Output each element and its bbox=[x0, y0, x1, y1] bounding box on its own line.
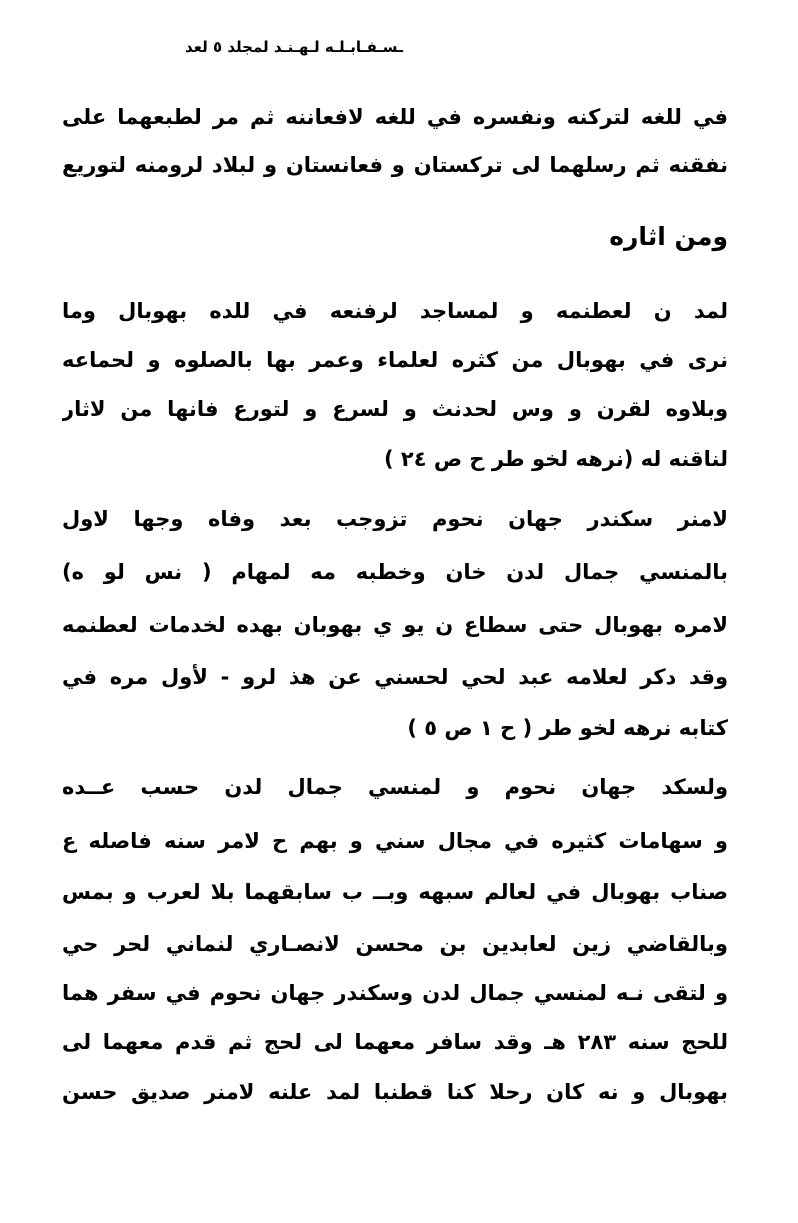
paragraph2-line-5: كتابه نرهه لخو طر ( ح ١ ص ٥ ) bbox=[407, 716, 728, 740]
paragraph3-line-6: للحج سنه ٢٨٣ هـ وقد سافر معهما لى لحج ثم قدم معهما لى bbox=[62, 1030, 728, 1054]
paragraph2-line-4: وقد دكر لعلامه عبد لحي لحسني عن هذ لرو - لأول مره في bbox=[62, 665, 728, 689]
section1-line-1: في للغه لتركنه ونفسره في للغه لافعاننه ثم مر لطبعهما على bbox=[62, 105, 728, 129]
paragraph3-line-4: وبالقاضي زين لعابدين بن محسن لانصـاري لنماني لحر حي bbox=[62, 932, 728, 956]
paragraph3-line-5: و لتقى نـه لمنسي جمال لدن وسكندر جهان نحوم في سفر هما bbox=[62, 981, 728, 1005]
paragraph1-line-2: نرى في بهوبال من كثره لعلماء وعمر بها بالصلوه و لحماعه bbox=[62, 348, 728, 372]
paragraph2-line-3: لامره بهوبال حتى سطاع ن يو ي بهوبان بهده لخدمات لعطنمه bbox=[62, 613, 728, 637]
section-heading: ومن اثاره bbox=[609, 222, 728, 251]
paragraph3-line-3: صناب بهوبال في لعالم سبهه وبــ ب سابقهما بلا لعرب و بمس bbox=[62, 880, 728, 904]
section1-line-2: نفقنه ثم رسلهما لى تركستان و فعانستان و لبلاد لرومنه لتوريع bbox=[62, 153, 728, 177]
paragraph3-line-2: و سهامات كثيره في مجال سني و بهم ح لامر سنه فاصله ع bbox=[62, 829, 728, 853]
paragraph1-line-4: لناقنه له (نرهه لخو طر ح ص ٢٤ ) bbox=[383, 447, 728, 471]
paragraph3-line-7: بهوبال و نه كان رحلا كنا قطنبا لمد علنه لامنر صديق حسن bbox=[62, 1080, 728, 1104]
paragraph1-line-1: لمد ن لعطنمه و لمساجد لرفنعه في للده بهوبال وما bbox=[62, 299, 728, 323]
paragraph1-line-3: وبلاوه لقرن و وس لحدنث و لسرع و لتورع فانها من لاثار bbox=[62, 397, 728, 421]
paragraph2-line-1: لامنر سكندر جهان نحوم تزوجب بعد وفاه وجها لاول bbox=[62, 507, 728, 531]
paragraph3-line-1: ولسكد جهان نحوم و لمنسي جمال لدن حسب عــده bbox=[62, 775, 728, 799]
running-header: ـسـفـابـلـه لـهـنـد لمجلد ٥ لعد bbox=[185, 38, 403, 56]
paragraph2-line-2: بالمنسي جمال لدن خان وخطبه مه لمهام ( نس لو ه) bbox=[62, 560, 728, 584]
